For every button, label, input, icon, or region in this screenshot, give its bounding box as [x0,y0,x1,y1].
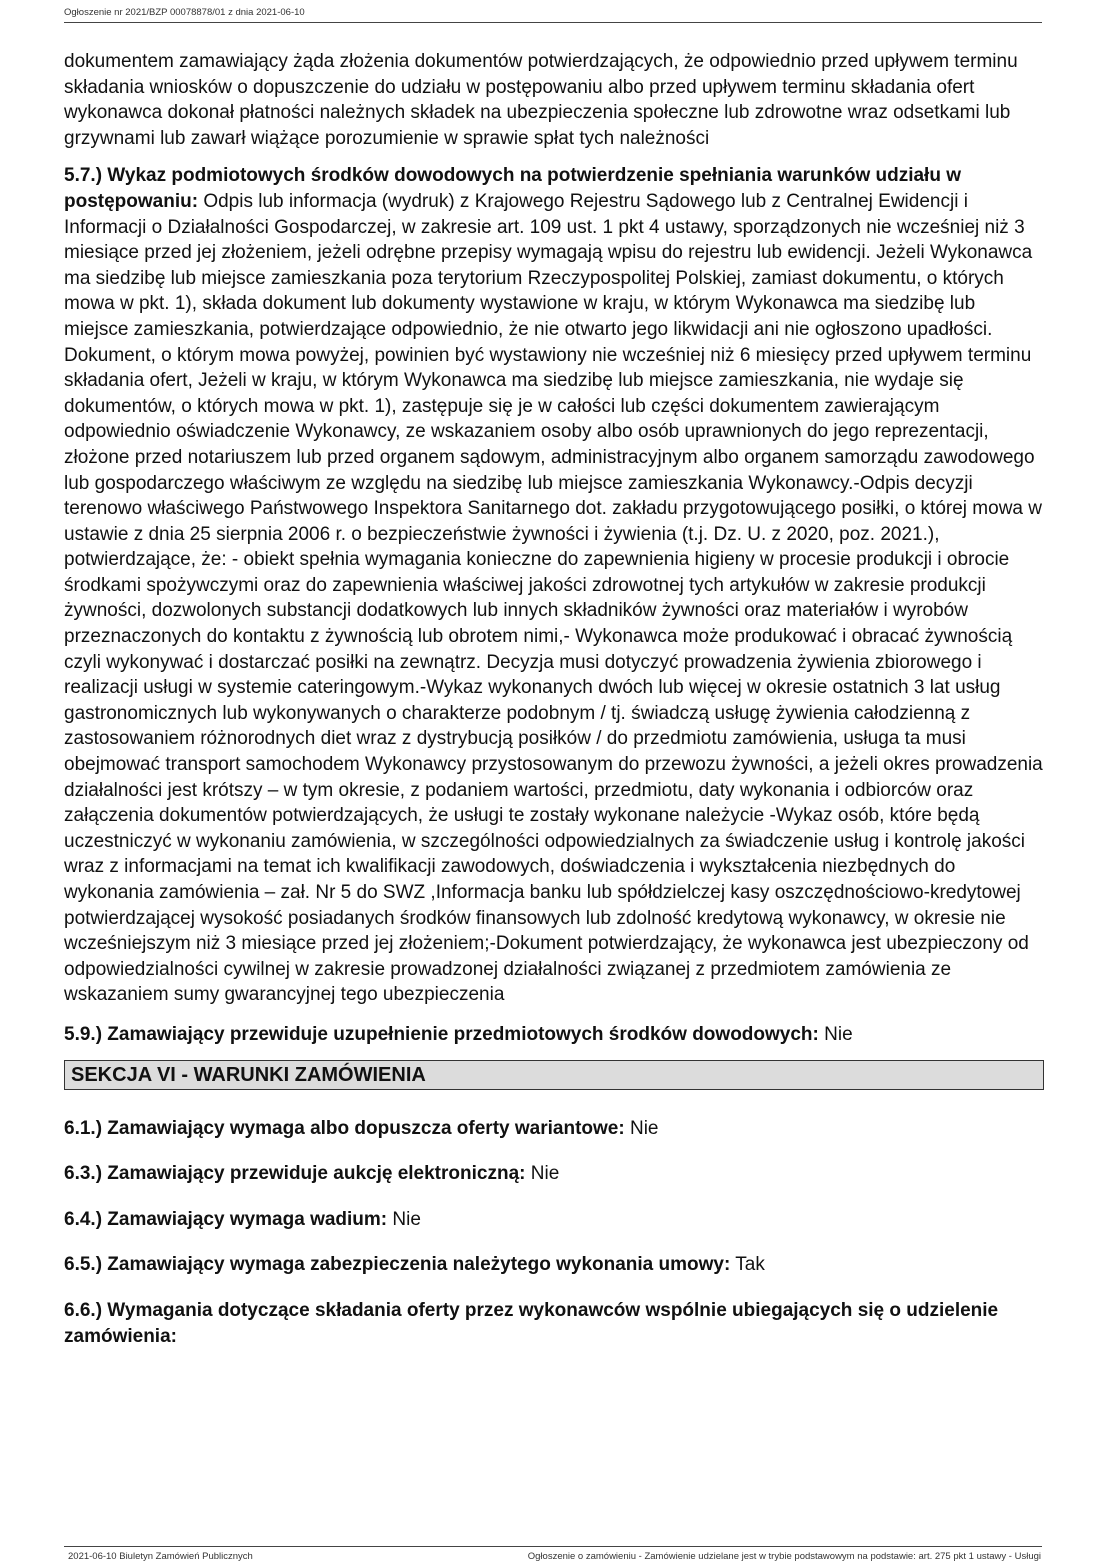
item-6-5-label: 6.5.) Zamawiający wymaga zabezpieczenia należytego wykonania umowy: [64,1254,731,1276]
item-6-4 [64,1207,1044,1233]
header-divider [64,22,1042,23]
item-5-7-label: 5.7.) Wykaz podmiotowych środków dowodowych na potwierdzenie spełniania warunków udziału w postępowaniu: [64,165,961,212]
document-body [64,49,1044,1369]
item-6-4-value: Nie [387,1208,421,1230]
item-5-7-value: Odpis lub informacja (wydruk) z Krajowego Rejestru Sądowego lub z Centralnej Ewidencji i Informacji o Działalności Gospodarczej, w zakresie art. 109 ust. 1 pkt 4 ustawy, sporządzonych nie wcześniej niż 3 miesiące przed jej złożeniem, jeżeli odrębne przepisy wymagają wpisu do rejestru lub ewidencji. Jeżeli Wykonawca ma siedzibę lub miejsce zamieszkania poza terytorium Rzeczypospolitej Polskiej, zamiast dokumentu, o których mowa w pkt. 1), składa dokument lub dokumenty wystawione w kraju, w którym Wykonawca ma siedzibę lub miejsce zamieszkania, potwierdzające odpowiednio, że nie otwarto jego likwidacji ani nie ogłoszono upadłości. Dokument, o którym mowa powyżej, powinien być wystawiony nie wcześniej niż 6 miesięcy przed upływem terminu składania ofert, Jeżeli w kraju, w którym Wykonawca ma siedzibę lub miejsce zamieszkania, nie wydaje się dokumentów, o których mowa w pkt. 1), zastępuje się je w całości lub części dokumentem zawierającym odpowiednio oświadczenie Wykonawcy, ze wskazaniem osoby albo osób uprawnionych do jego reprezentacji, złożone przed notariuszem lub przed organem sądowym, administracyjnym albo organem samorządu zawodowego lub gospodarczego właściwym ze względu na siedzibę lub miejsce zamieszkania Wykonawcy.-Odpis decyzji terenowo właściwego Państwowego Inspektora Sanitarnego dot. zakładu przygotowującego posiłki, o której mowa w ustawie z dnia 25 sierpnia 2006 r. o bezpieczeństwie żywności i żywienia (t.j. Dz. U. z 2020, poz. 2021.), potwierdzające, że: - obiekt spełnia wymagania konieczne do zapewnienia higieny w procesie produkcji i obrocie środkami spożywczymi oraz do zapewnienia właściwej jakości zdrowotnej tych artykułów w zakresie produkcji żywności, dozwolonych substancji dodatkowych lub innych składników żywności oraz materiałów i wyrobów przeznaczonych do kontaktu z żywnością lub obrotem nimi,- Wykonawca może produkować i obracać żywnością czyli wykonywać i dostarczać posiłki na zewnątrz. Decyzja musi dotyczyć prowadzenia żywienia zbiorowego i realizacji usługi w systemie cateringowym.-Wykaz wykonanych dwóch lub więcej w okresie ostatnich 3 lat usług gastronomicznych lub wykonywanych o charakterze podobnym / tj. świadczą usługę żywienia całodzienną z zastosowaniem różnorodnych diet wraz z dystrybucją posiłków / do przedmiotu zamówienia, usługa ta musi obejmować transport samochodem Wykonawcy przystosowanym do przewozu żywności, a jeżeli okres prowadzenia działalności jest krótszy – w tym okresie, z podaniem wartości, przedmiotu, daty wykonania i odbiorców oraz załączenia dokumentów potwierdzających, że usługi te zostały wykonane należycie -Wykaz osób, które będą uczestniczyć w wykonaniu zamówienia, w szczególności odpowiedzialnych za świadczenie usług i kontrolę jakości wraz z informacjami na temat ich kwalifikacji zawodowych, doświadczenia i wykształcenia niezbędnych do wykonania zamówienia – zał. Nr 5 do SWZ ,Informacja banku lub spółdzielczej kasy oszczędnościowo-kredytowej potwierdzającej wysokość posiadanych środków finansowych lub zdolność kredytową wykonawcy, w okresie nie wcześniejszym niż 3 miesiące przed jej złożeniem;-Dokument potwierdzający, że wykonawca jest ubezpieczony od odpowiedzialności cywilnej w zakresie prowadzonej działalności związanej z przedmiotem zamówienia ze wskazaniem sumy gwarancyjnej tego ubezpieczenia [64,190,1043,1006]
item-6-3 [64,1161,1044,1187]
intro-paragraph: dokumentem zamawiający żąda złożenia dokumentów potwierdzających, że odpowiednio przed upływem terminu składania wniosków o dopuszczenie do udziału w postępowaniu albo przed upływem terminu składania ofert wykonawca dokonał płatności należnych składek na ubezpieczenia społeczne lub zdrowotne wraz odsetkami lub grzywnami lub zawarł wiążące porozumienie w sprawie spłat tych należności [64,51,1018,149]
item-6-6-label: 6.6.) Wymagania dotyczące składania oferty przez wykonawców wspólnie ubiegających się o udzielenie zamówienia: [64,1299,999,1347]
section-vi-heading: SEKCJA VI - WARUNKI ZAMÓWIENIA [64,1060,1044,1090]
item-6-4-label: 6.4.) Zamawiający wymaga wadium: [64,1208,388,1230]
footer-right: Ogłoszenie o zamówieniu - Zamówienie udzielane jest w trybie podstawowym na podstawie: art. 275 pkt 1 ustawy - Usługi [527,1551,1041,1562]
footer-divider [64,1546,1042,1547]
footer-left: 2021-06-10 Biuletyn Zamówień Publicznych [68,1551,253,1562]
item-5-7 [64,163,1044,1008]
item-6-3-label: 6.3.) Zamawiający przewiduje aukcję elektroniczną: [64,1163,526,1185]
item-6-1 [64,1116,1044,1142]
item-6-6 [64,1298,1044,1349]
page-header: Ogłoszenie nr 2021/BZP 00078878/01 z dnia 2021-06-10 [64,7,305,18]
item-6-5 [64,1252,1044,1278]
item-6-1-value: Nie [624,1117,659,1139]
item-5-9-value: Nie [818,1023,853,1045]
item-6-5-value: Tak [730,1254,765,1276]
item-5-9-label: 5.9.) Zamawiający przewiduje uzupełnienie przedmiotowych środków dowodowych: [64,1023,819,1045]
item-5-9 [64,1022,1044,1048]
item-6-1-label: 6.1.) Zamawiający wymaga albo dopuszcza oferty wariantowe: [64,1117,625,1139]
item-6-3-value: Nie [525,1163,560,1185]
